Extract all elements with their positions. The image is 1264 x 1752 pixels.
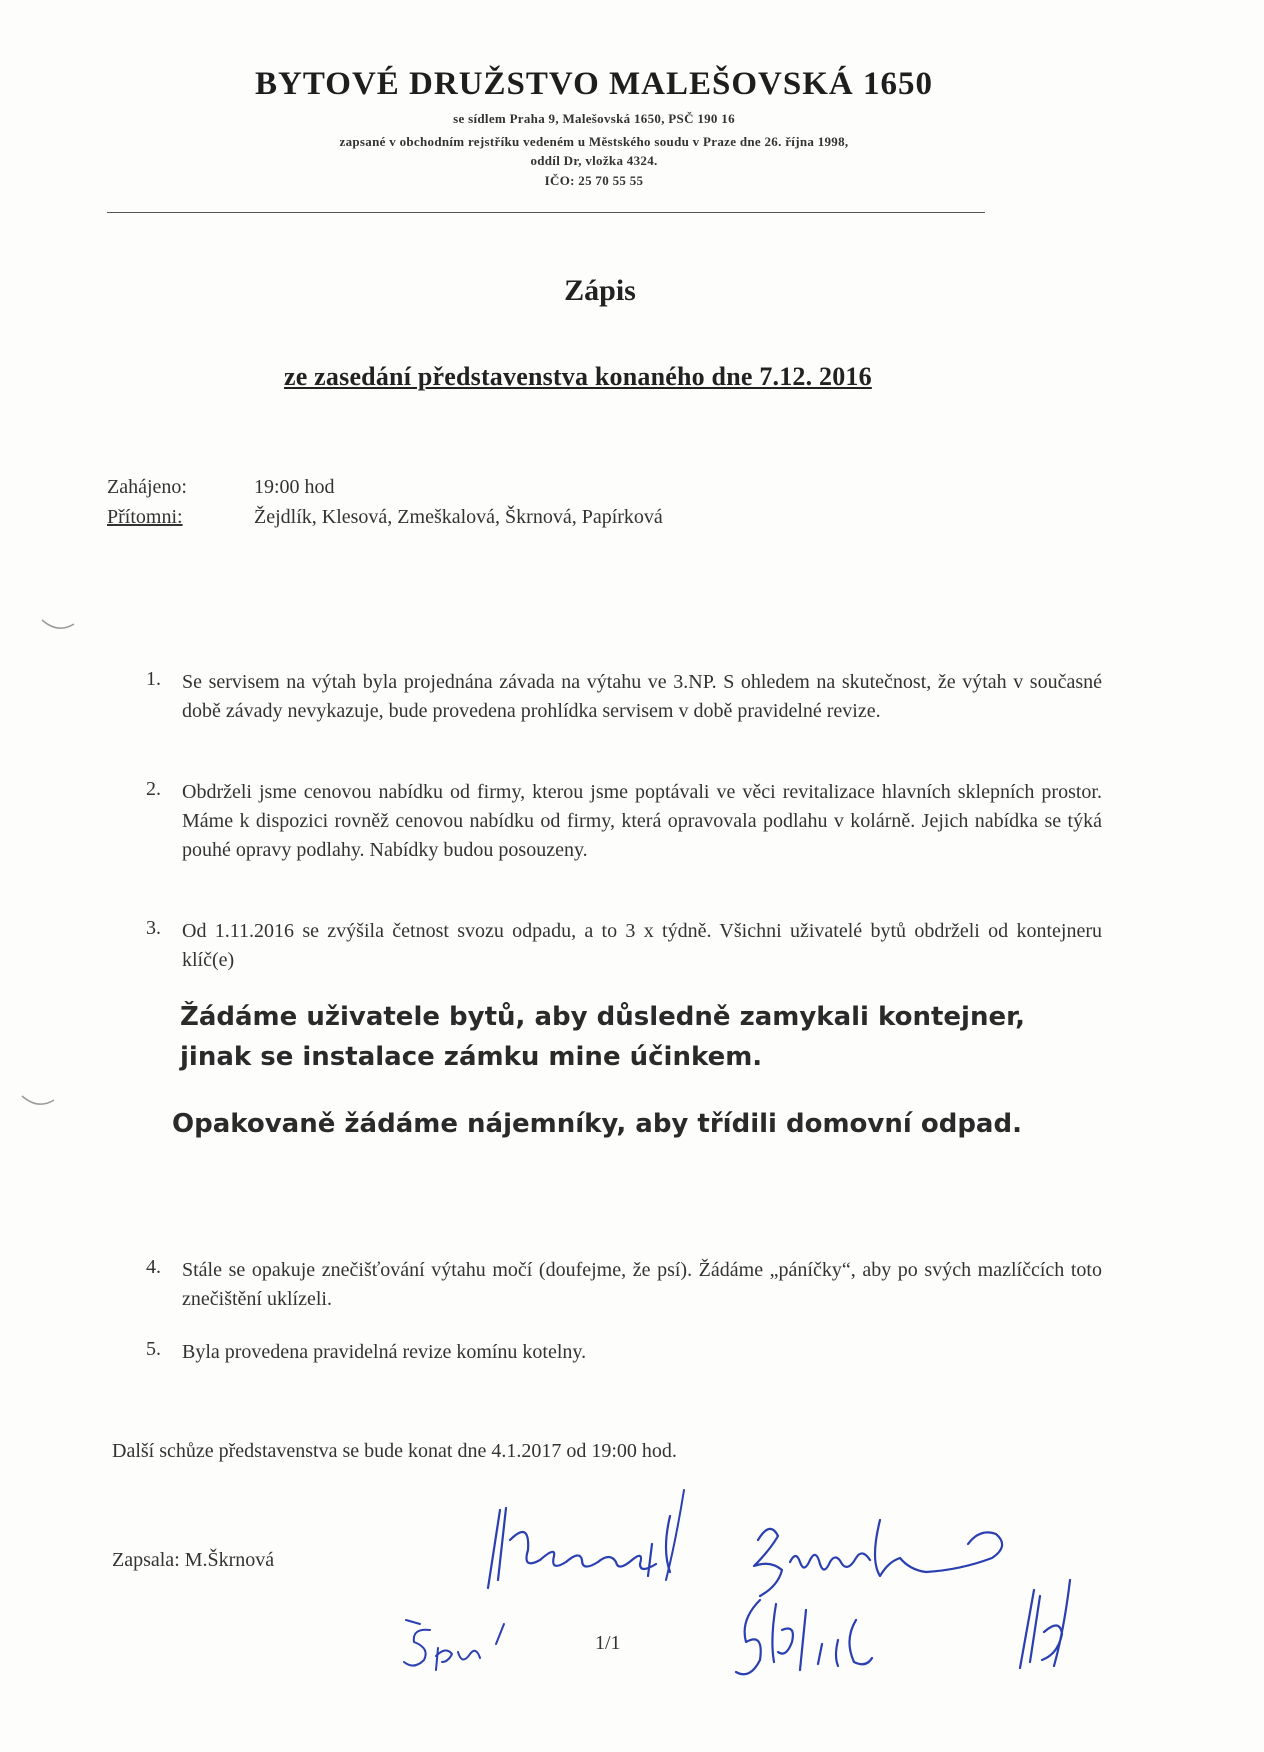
organization-name: BYTOVÉ DRUŽSTVO MALEŠOVSKÁ 1650	[255, 66, 933, 102]
item-number: 2.	[146, 778, 161, 800]
list-item: Od 1.11.2016 se zvýšila četnost svozu odpadu, a to 3 x týdně. Všichni uživatelé bytů obdrželi od kontejneru klíč(e)	[182, 920, 1102, 971]
list-item: Se servisem na výtah byla projednána závada na výtahu ve 3.NP. S ohledem na skutečnost, že výtah v současné době závady nevykazuje, bude provedena prohlídka servisem v době pravidelné revize.	[182, 671, 1102, 722]
item-number: 5.	[146, 1338, 161, 1360]
organization-register: zapsané v obchodním rejstříku vedeném u Městského soudu v Praze dne 26. října 1998,	[339, 134, 849, 149]
started-label: Zahájeno:	[107, 476, 187, 498]
header-divider	[107, 212, 985, 213]
organization-seat: se sídlem Praha 9, Malešovská 1650, PSČ 190 16	[453, 111, 735, 126]
list-item: Byla provedena pravidelná revize komínu kotelny.	[182, 1341, 587, 1363]
signature-zejdlik	[720, 1580, 920, 1690]
started-value: 19:00 hod	[254, 476, 335, 498]
next-meeting: Další schůze představenstva se bude konat dne 4.1.2017 od 19:00 hod.	[112, 1440, 677, 1462]
scan-mark	[40, 616, 80, 640]
present-value: Žejdlík, Klesová, Zmeškalová, Škrnová, Papírková	[254, 506, 663, 528]
notice-sort-waste: Opakovaně žádáme nájemníky, aby třídili domovní odpad.	[172, 1109, 1022, 1139]
signature-skrnova	[400, 1610, 530, 1680]
list-item: Obdrželi jsme cenovou nabídku od firmy, kterou jsme poptávali ve věci revitalizace hlavních sklepních prostor. Máme k dispozici rovněž cenovou nabídku od firmy, která opravovala podlahu v kolárně. Jejich nabídka se týká pouhé opravy podlahy. Nabídky budou posouzeny.	[182, 781, 1102, 861]
item-number: 1.	[146, 668, 161, 690]
item-number: 4.	[146, 1256, 161, 1278]
notice-lock-container-cont: jinak se instalace zámku mine účinkem.	[180, 1042, 763, 1072]
signature-papirkova	[1000, 1570, 1110, 1680]
signature-klesova	[470, 1480, 710, 1600]
recorded-by: Zapsala: M.Škrnová	[112, 1549, 275, 1571]
organization-ico: IČO: 25 70 55 55	[544, 173, 644, 188]
organization-section: oddíl Dr, vložka 4324.	[530, 153, 658, 168]
list-item: Stále se opakuje znečišťování výtahu močí (doufejme, že psí). Žádáme „páníčky“, aby po svých mazlíčcích toto znečištění uklízeli.	[182, 1259, 1102, 1310]
item-number: 3.	[146, 917, 161, 939]
present-label: Přítomni:	[107, 506, 183, 528]
scan-mark	[20, 1092, 60, 1116]
notice-lock-container: Žádáme uživatele bytů, aby důsledně zamykali kontejner,	[180, 1002, 1025, 1032]
page-number: 1/1	[595, 1632, 621, 1654]
document-subtitle: ze zasedání představenstva konaného dne 7.12. 2016	[284, 362, 872, 391]
document-title: Zápis	[564, 274, 636, 307]
